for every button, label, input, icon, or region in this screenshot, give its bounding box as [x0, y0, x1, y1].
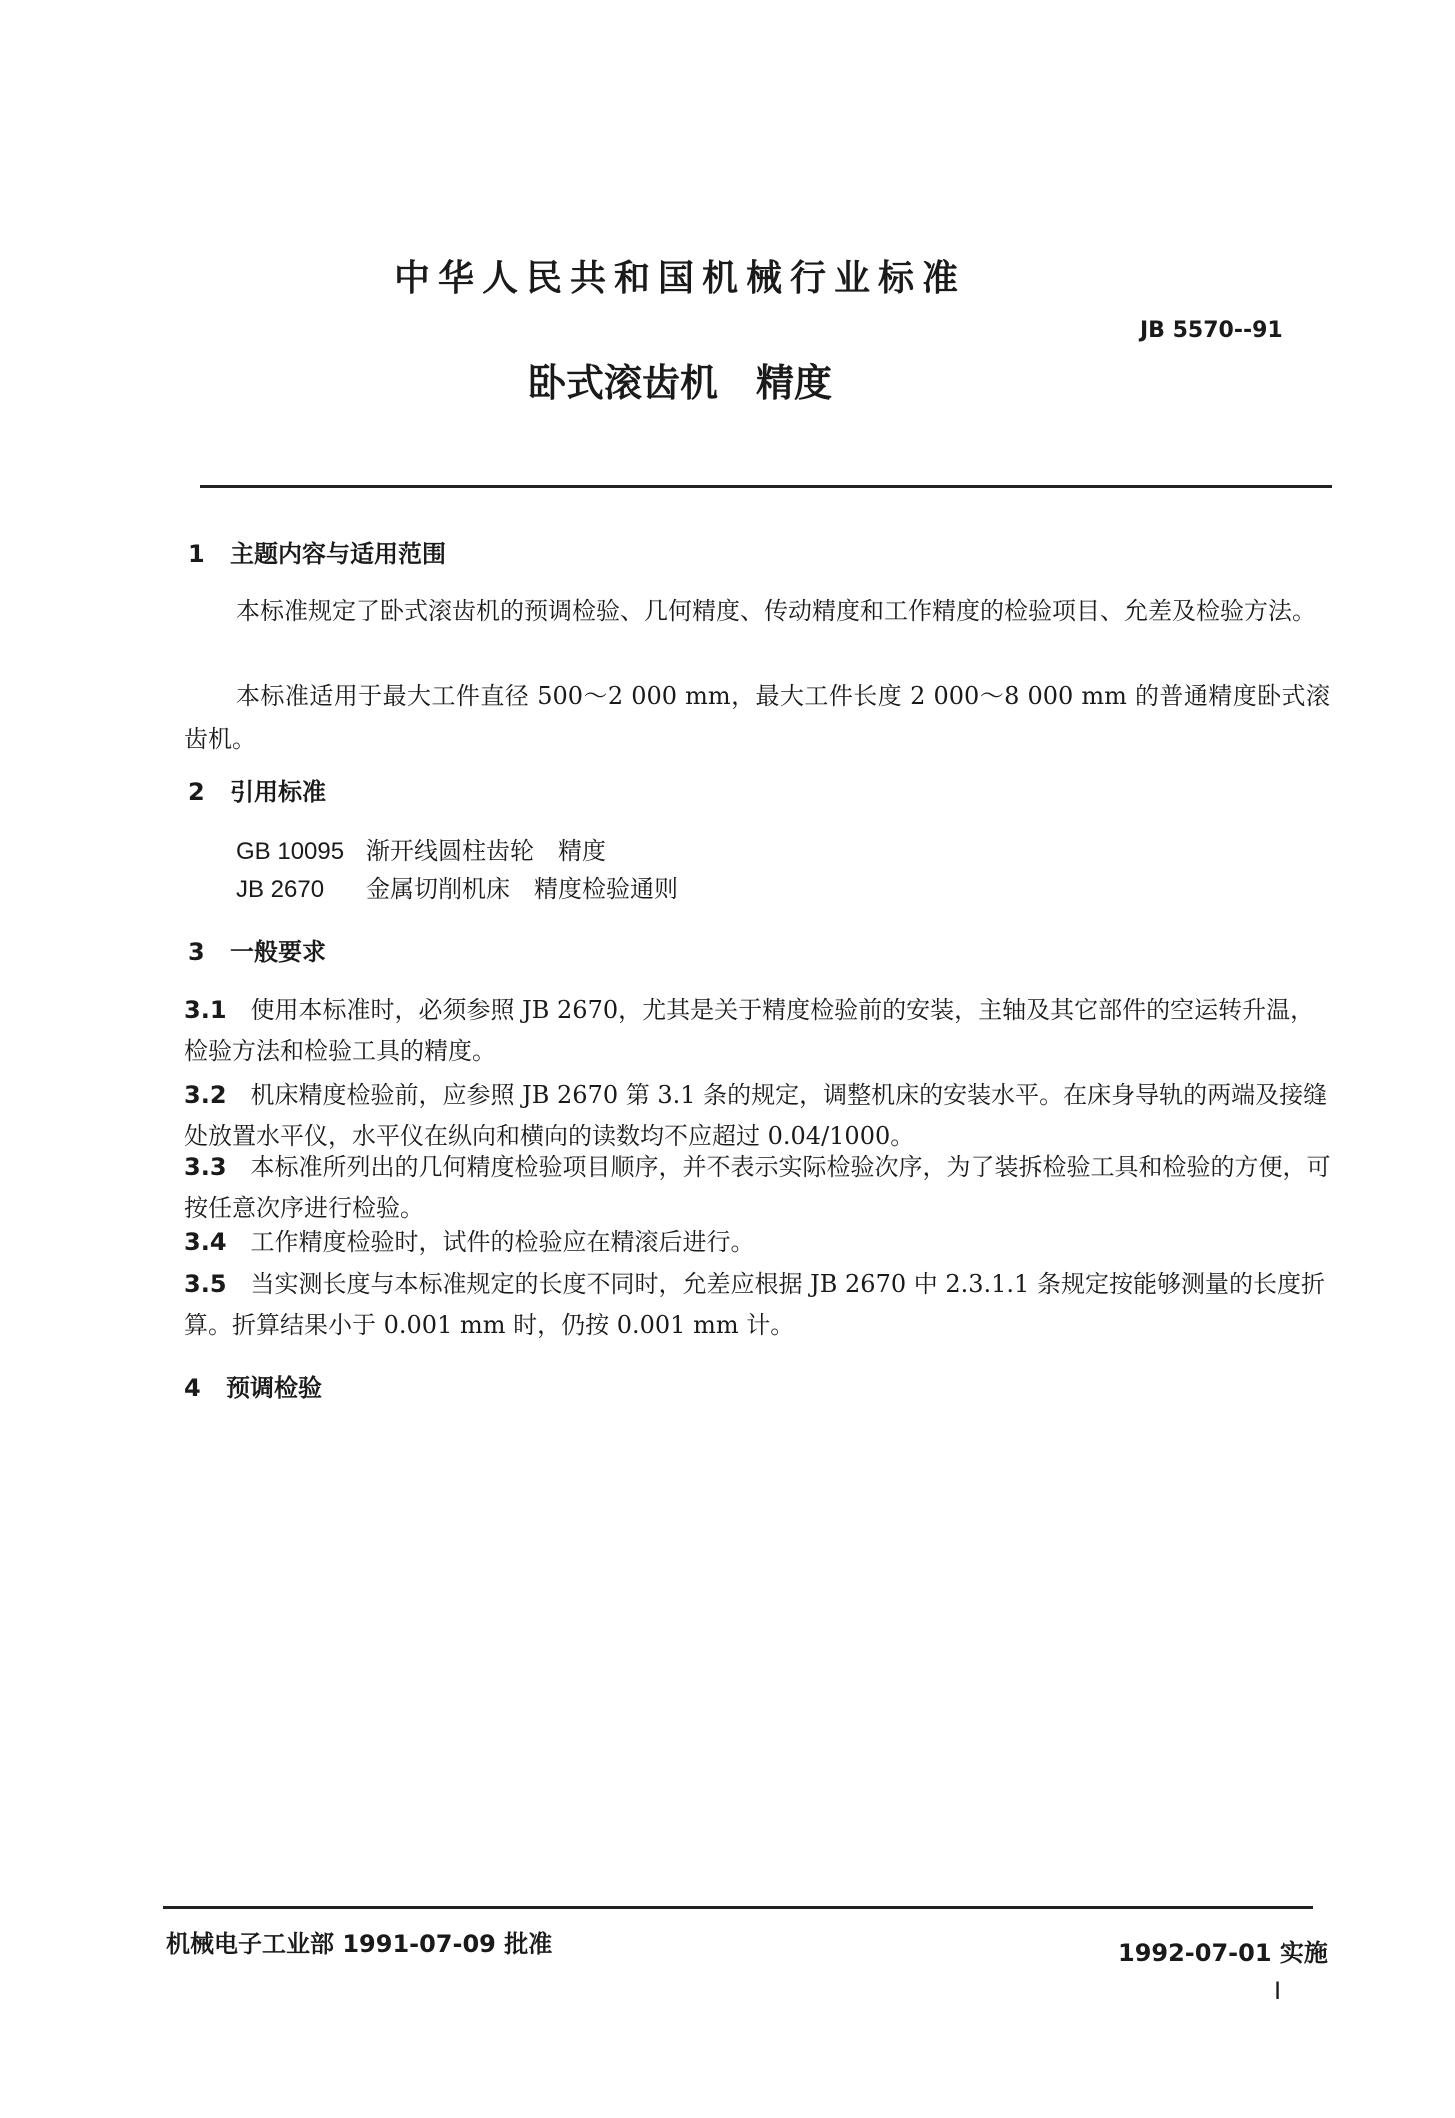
clause-number: 3.3 — [184, 1153, 227, 1181]
section-1-heading — [188, 534, 446, 569]
section-title: 主题内容与适用范围 — [230, 540, 446, 568]
clause-number: 3.4 — [184, 1228, 227, 1256]
reference-code: GB 10095 — [236, 838, 345, 865]
section-4-heading — [184, 1368, 322, 1403]
footer-divider — [163, 1906, 1313, 1909]
reference-row — [236, 869, 678, 910]
clause-text: 工作精度检验时，试件的检验应在精滚后进行。 — [250, 1228, 755, 1256]
clause-text: 当实测长度与本标准规定的长度不同时，允差应根据 JB 2670 中 2.3.1.1 条规定按能够测量的长度折算。折算结果小于 0.001 mm 时，仍按 0.001 mm 计。 — [184, 1270, 1325, 1339]
section-number: 4 — [184, 1374, 201, 1402]
clause-number: 3.2 — [184, 1081, 227, 1109]
document-title: 卧式滚齿机 精度 — [527, 361, 832, 405]
section-2-heading — [188, 772, 326, 807]
effective-date: 1992-07-01 实施 — [1118, 1939, 1328, 1967]
reference-title: 渐开线圆柱齿轮 精度 — [366, 837, 606, 865]
clause-number: 3.5 — [184, 1270, 227, 1298]
section-number: 3 — [188, 938, 205, 966]
clause-text: 机床精度检验前，应参照 JB 2670 第 3.1 条的规定，调整机床的安装水平。在床身导轨的两端及接缝处放置水平仪，水平仪在纵向和横向的读数均不应超过 0.04/1000。 — [184, 1081, 1328, 1150]
standard-number: JB 5570--91 — [1140, 318, 1283, 343]
section-number: 1 — [188, 540, 205, 568]
clause-3-4 — [184, 1222, 1332, 1263]
page-number: I — [1274, 1977, 1282, 2005]
clause-3-3 — [184, 1147, 1332, 1229]
scope-paragraph-1: 本标准规定了卧式滚齿机的预调检验、几何精度、传动精度和工作精度的检验项目、允差及检验方法。 — [236, 597, 1316, 625]
clause-3-2 — [184, 1075, 1332, 1157]
scope-paragraph-2: 本标准适用于最大工件直径 500～2 000 mm，最大工件长度 2 000～8 000 mm 的普通精度卧式滚齿机。 — [184, 682, 1330, 753]
clause-number: 3.1 — [184, 996, 227, 1024]
reference-title: 金属切削机床 精度检验通则 — [366, 875, 678, 903]
approval-line: 机械电子工业部 1991-07-09 批准 — [166, 1930, 553, 1958]
header-divider — [200, 485, 1332, 488]
clause-text: 使用本标准时，必须参照 JB 2670，尤其是关于精度检验前的安装，主轴及其它部件的空运转升温，检验方法和检验工具的精度。 — [184, 996, 1315, 1065]
issuing-body-heading: 中华人民共和国机械行业标准 — [393, 258, 966, 299]
section-title: 预调检验 — [226, 1374, 322, 1402]
section-3-heading — [188, 932, 326, 967]
clause-3-1 — [184, 990, 1332, 1072]
section-title: 引用标准 — [230, 778, 326, 806]
section-title: 一般要求 — [230, 938, 326, 966]
clause-3-5 — [184, 1264, 1332, 1346]
reference-code: JB 2670 — [236, 876, 325, 903]
section-number: 2 — [188, 778, 205, 806]
reference-row — [236, 831, 606, 872]
clause-text: 本标准所列出的几何精度检验项目顺序，并不表示实际检验次序，为了装拆检验工具和检验的方便，可按任意次序进行检验。 — [184, 1153, 1331, 1222]
